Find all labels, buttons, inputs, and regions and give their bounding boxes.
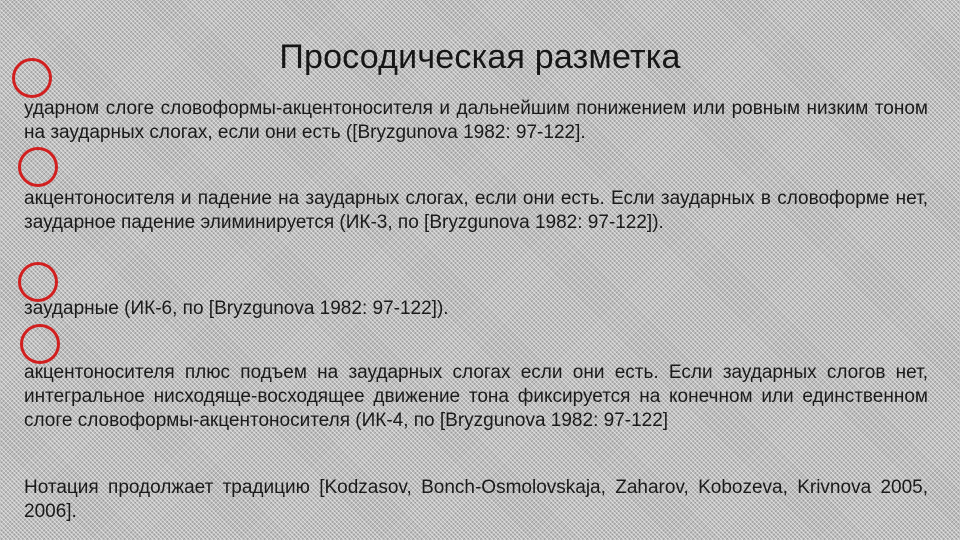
paragraph-notation: Нотация продолжает традицию [Kodzasov, Bonch-Osmolovskaja, Zaharov, Kobozeva, Krivnova 2005, 2006]. <box>24 477 928 522</box>
paragraph-falling-tone: ударном слоге словоформы-акцентоносителя и дальнейшим понижением или ровным низким тоном на заударных слогах, если они есть ([Bryzgunova 1982: 97-122]. <box>24 98 928 143</box>
red-circle-marker-1 <box>12 58 52 98</box>
red-circle-marker-3 <box>18 262 58 302</box>
red-circle-marker-2 <box>18 147 58 187</box>
slide-title: Просодическая разметка <box>279 38 681 76</box>
paragraph-ik4: акцентоносителя плюс подъем на заударных слогах если они есть. Если заударных слогов нет, интегральное нисходяще-восходящее движение тона фиксируется на конечном или единственном слоге словоформы-акцентоносителя (ИК-4, по [Bryzgunova 1982: 97-122] <box>24 362 928 431</box>
paragraph-ik3: акцентоносителя и падение на заударных слогах, если они есть. Если заударных в словоформе нет, заударное падение элиминируется (ИК-3, по [Bryzgunova 1982: 97-122]). <box>24 188 928 233</box>
red-circle-marker-4 <box>20 324 60 364</box>
paragraph-ik6: заударные (ИК-6, по [Bryzgunova 1982: 97-122]). <box>24 298 449 319</box>
